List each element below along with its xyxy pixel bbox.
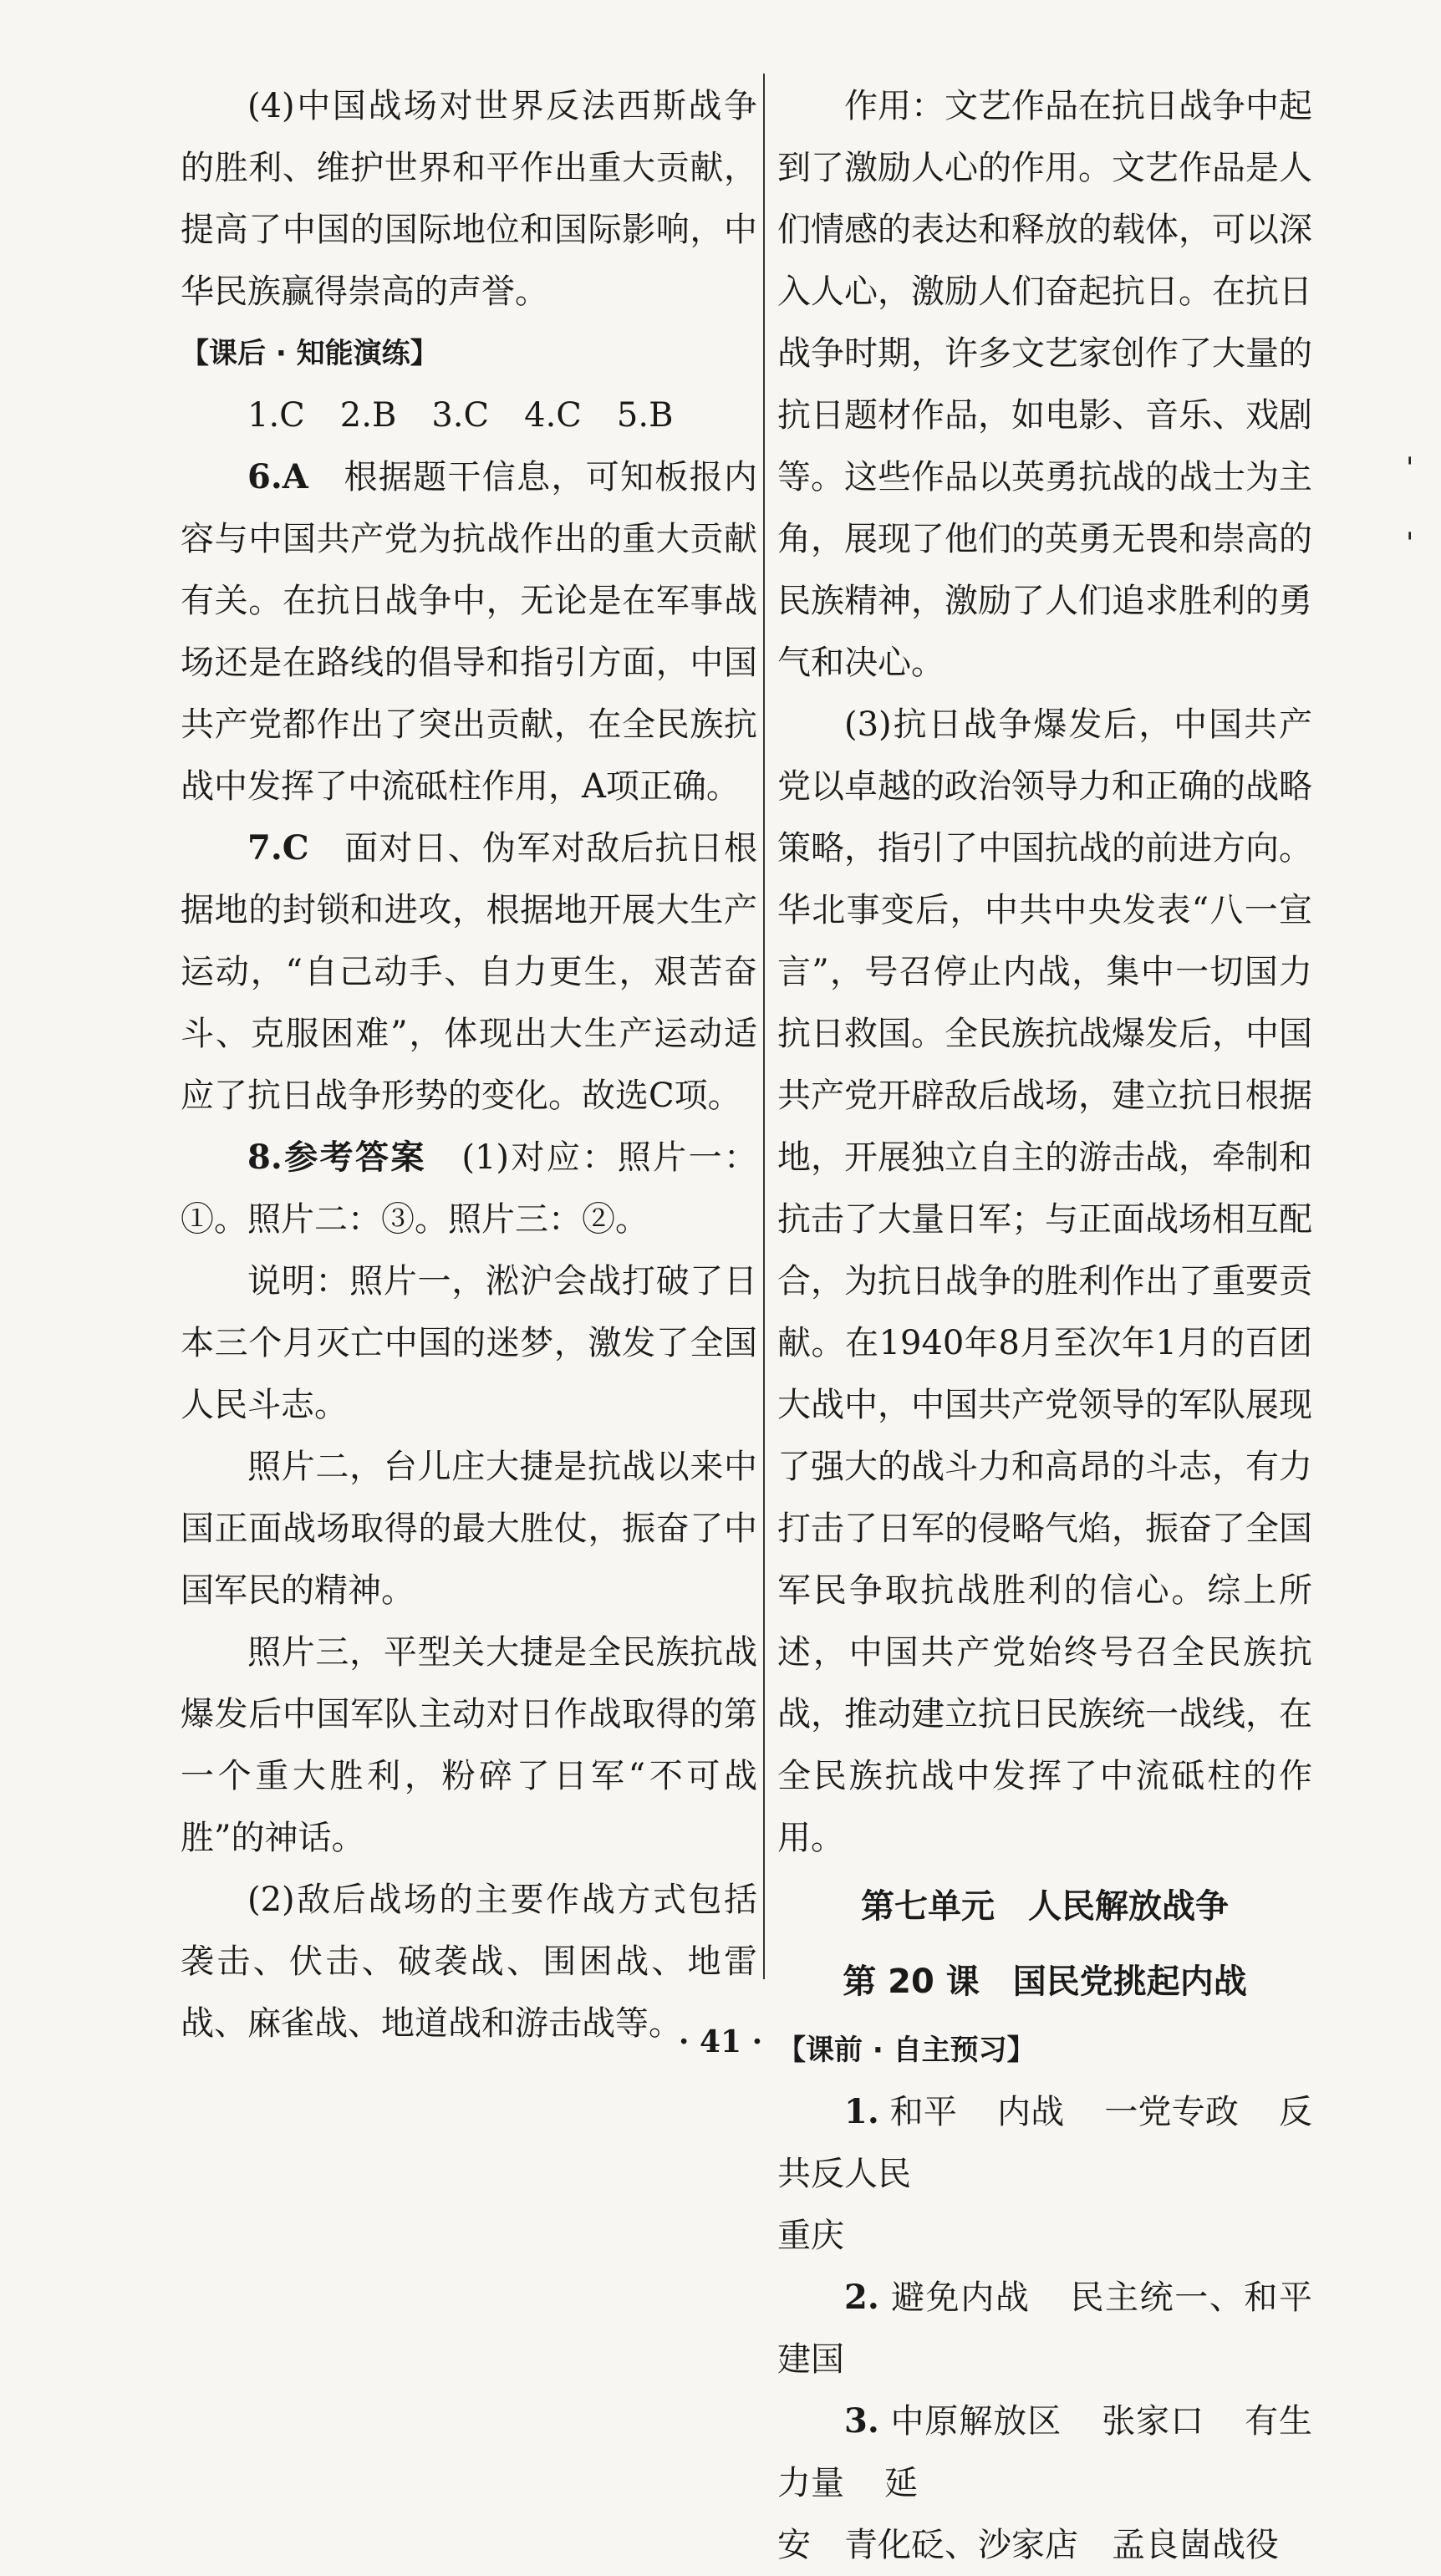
fill-1-item-2: 内战 (997, 2093, 1065, 2131)
fill-2-number: 2. (844, 2278, 879, 2317)
fill-2 (777, 2267, 1312, 2390)
page-number: · 41 · (678, 2024, 763, 2059)
question-7 (181, 817, 757, 1127)
mc-answer-4: 4.C (524, 396, 582, 435)
fill-1-item-1: 和平 (889, 2093, 957, 2131)
q8-part-2: (2)敌后战场的主要作战方式包括袭击、伏击、破袭战、围困战、地雷战、麻雀战、地道战和游击战等。 (181, 1881, 757, 2043)
q7-text: 面对日、伪军对敌后抗日根据地的封锁和进攻，根据地开展大生产运动，“自己动手、自力更生，艰苦奋斗、克服困难”，体现出大生产运动适应了抗日战争形势的变化。故选C项。 (181, 829, 758, 1115)
fill-3 (777, 2390, 1312, 2514)
fill-2-item-1: 避免内战 (891, 2278, 1031, 2317)
q8-number: 8. (247, 1138, 283, 1177)
fill-2-item-2: 民主统一、和平建国 (777, 2278, 1313, 2379)
question-6 (181, 446, 757, 817)
q8-answer-label: 参考答案 (282, 1138, 426, 1177)
paragraph-4: (4)中国战场对世界反法西斯战争的胜利、维护世界和平作出重大贡献，提高了中国的国际地位和国际影响，中华民族赢得崇高的声誉。 (181, 87, 757, 311)
question-8 (181, 1127, 757, 1250)
q7-number: 7.C (247, 828, 309, 868)
part-3-paragraph: (3)抗日战争爆发后，中国共产党以卓越的政治领导力和正确的战略策略，指引了中国抗战的前进方向。华北事变后，中共中央发表“八一宣言”，号召停止内战，集中一切国力抗日救国。全民族抗战爆发后，中国共产党开辟敌后战场，建立抗日根据地，开展独立自主的游击战，牵制和抗击了大量日军；与正面战场相互配合，为抗日战争的胜利作出了重要贡献。在1940年8月至次年1月的百团大战中，中国共产党领导的军队展现了强大的战斗力和高昂的斗志，有力打击了日军的侵略气焰，振奋了全国军民争取抗战胜利的信心。综上所述，中国共产党始终号召全民族抗战，推动建立抗日民族统一战线，在全民族抗战中发挥了中流砥柱的作用。 (777, 705, 1312, 1857)
fill-1-item-4: 反共反人民 (777, 2093, 1313, 2193)
lesson-title: 第 20 课 国民党挑起内战 (843, 1963, 1247, 2001)
fill-3-continued: 安 青化砭、沙家店 孟良崮战役 (777, 2526, 1279, 2564)
fill-1-number: 1. (844, 2092, 879, 2131)
q6-text: 根据题干信息，可知板报内容与中国共产党为抗战作出的重大贡献有关。在抗日战争中，无论是在军事战场还是在路线的倡导和指引方面，中国共产党都作出了突出贡献，在全民族抗战中发挥了中流砥柱作用，A项正确。 (181, 458, 758, 806)
column-divider (763, 74, 765, 1979)
section-heading-before-class: 【课前 · 自主预习】 (777, 2034, 1036, 2067)
mc-answer-5: 5.B (616, 396, 674, 435)
fill-3-number: 3. (844, 2401, 879, 2441)
fill-1 (777, 2081, 1312, 2205)
q8-explanation-2: 照片二，台儿庄大捷是抗战以来中国正面战场取得的最大胜仗，振奋了中国军民的精神。 (181, 1448, 757, 1610)
q8-text: (1)对应：照片一：①。照片二：③。照片三：②。 (181, 1138, 757, 1239)
fill-3-item-1: 中原解放区 (890, 2402, 1062, 2441)
fill-3-item-4: 延 (884, 2464, 918, 2502)
unit-title: 第七单元 人民解放战争 (861, 1887, 1229, 1926)
right-column (777, 75, 1312, 2576)
left-column (181, 75, 757, 2054)
fill-3-item-3: 有生力量 (777, 2402, 1313, 2502)
fill-3-item-2: 张家口 (1102, 2402, 1205, 2441)
margin-mark: ' (1406, 527, 1414, 560)
q6-number: 6.A (247, 457, 308, 496)
role-paragraph: 作用：文艺作品在抗日战争中起到了激励人心的作用。文艺作品是人们情感的表达和释放的载体，可以深入人心，激励人们奋起抗日。在抗日战争时期，许多文艺家创作了大量的抗日题材作品，如电影、音乐、戏剧等。这些作品以英勇抗战的战士为主角，展现了他们的英勇无畏和崇高的民族精神，激励了人们追求胜利的勇气和决心。 (777, 87, 1312, 682)
mc-answer-3: 3.C (431, 396, 490, 435)
q8-explanation-1: 说明：照片一，淞沪会战打破了日本三个月灭亡中国的迷梦，激发了全国人民斗志。 (181, 1262, 757, 1424)
fill-1-continued: 重庆 (777, 2217, 844, 2255)
section-heading-after-class: 【课后 · 知能演练】 (181, 337, 439, 370)
fill-1-item-3: 一党专政 (1104, 2093, 1240, 2131)
q8-explanation-3: 照片三，平型关大捷是全民族抗战爆发后中国军队主动对日作战取得的第一个重大胜利，粉碎了日军“不可战胜”的神话。 (181, 1633, 757, 1857)
margin-mark: ' (1406, 451, 1414, 485)
mc-answer-2: 2.B (339, 396, 397, 435)
mc-answer-1: 1.C (247, 396, 305, 435)
mc-answers (181, 384, 757, 446)
